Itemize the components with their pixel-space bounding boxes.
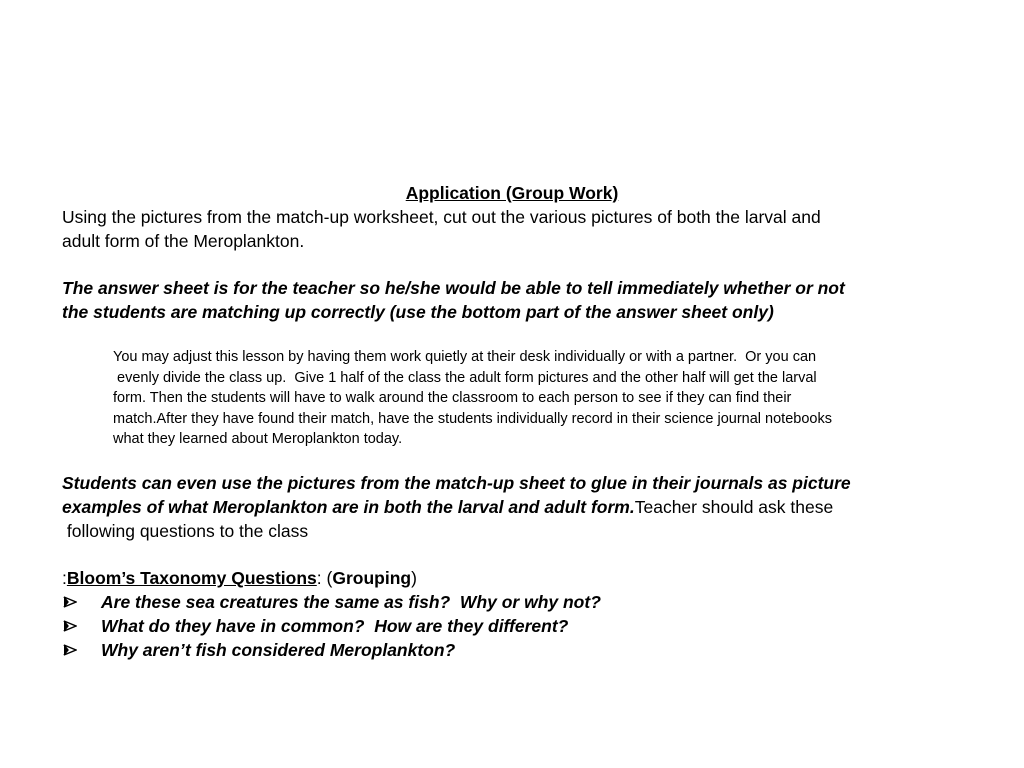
question-text: Are these sea creatures the same as fish? Why or why not? <box>101 592 601 612</box>
arrowhead-bullet-icon <box>62 638 82 662</box>
journal-line-2-plain: Teacher should ask these <box>634 497 834 517</box>
question-list <box>62 590 601 662</box>
teacher-note-line-1: The answer sheet is for the teacher so he/she would be able to tell immediately whether or not <box>62 278 845 298</box>
question-item <box>62 590 601 614</box>
grouping-label: Grouping <box>332 568 412 588</box>
intro-line-2: adult form of the Meroplankton. <box>62 231 305 251</box>
adjust-line-4: match.After they have found their match, have the students individually record in their science journal notebooks <box>113 410 832 427</box>
adjust-line-2: evenly divide the class up. Give 1 half of the class the adult form pictures and the other half will get the larval <box>113 369 817 386</box>
section-title: Application (Group Work) <box>405 183 619 203</box>
bloom-separator-close: ) <box>411 568 417 588</box>
journal-line-2 <box>62 495 982 519</box>
question-item <box>62 638 456 662</box>
teacher-note-line-2: the students are matching up correctly (use the bottom part of the answer sheet only) <box>62 302 774 322</box>
lesson-adjustment-paragraph <box>113 347 973 450</box>
question-text: What do they have in common? How are they different? <box>101 616 569 636</box>
journal-paragraph <box>62 471 982 543</box>
bloom-taxonomy-label: Bloom’s Taxonomy Questions <box>66 568 317 588</box>
teacher-note-paragraph <box>62 276 972 324</box>
question-text: Why aren’t fish considered Meroplankton? <box>101 640 456 660</box>
question-item <box>62 614 569 638</box>
bloom-heading <box>62 566 417 590</box>
journal-line-1: Students can even use the pictures from the match-up sheet to glue in their journals as picture <box>62 473 851 493</box>
arrowhead-bullet-icon <box>62 590 82 614</box>
adjust-line-5: what they learned about Meroplankton today. <box>113 431 403 447</box>
adjust-line-3: form. Then the students will have to walk around the classroom to each person to see if they can find their <box>113 390 792 406</box>
adjust-line-1: You may adjust this lesson by having them work quietly at their desk individually or with a partner. Or you can <box>113 349 817 365</box>
bloom-prefix: : <box>62 568 67 588</box>
intro-line-1: Using the pictures from the match-up worksheet, cut out the various pictures of both the larval and <box>62 207 821 227</box>
journal-line-3: following questions to the class <box>62 521 309 541</box>
intro-paragraph <box>62 205 962 253</box>
journal-line-2-emphasis: examples of what Meroplankton are in both the larval and adult form. <box>62 497 635 517</box>
arrowhead-bullet-icon <box>62 614 82 638</box>
bloom-separator-open: : ( <box>316 568 333 588</box>
